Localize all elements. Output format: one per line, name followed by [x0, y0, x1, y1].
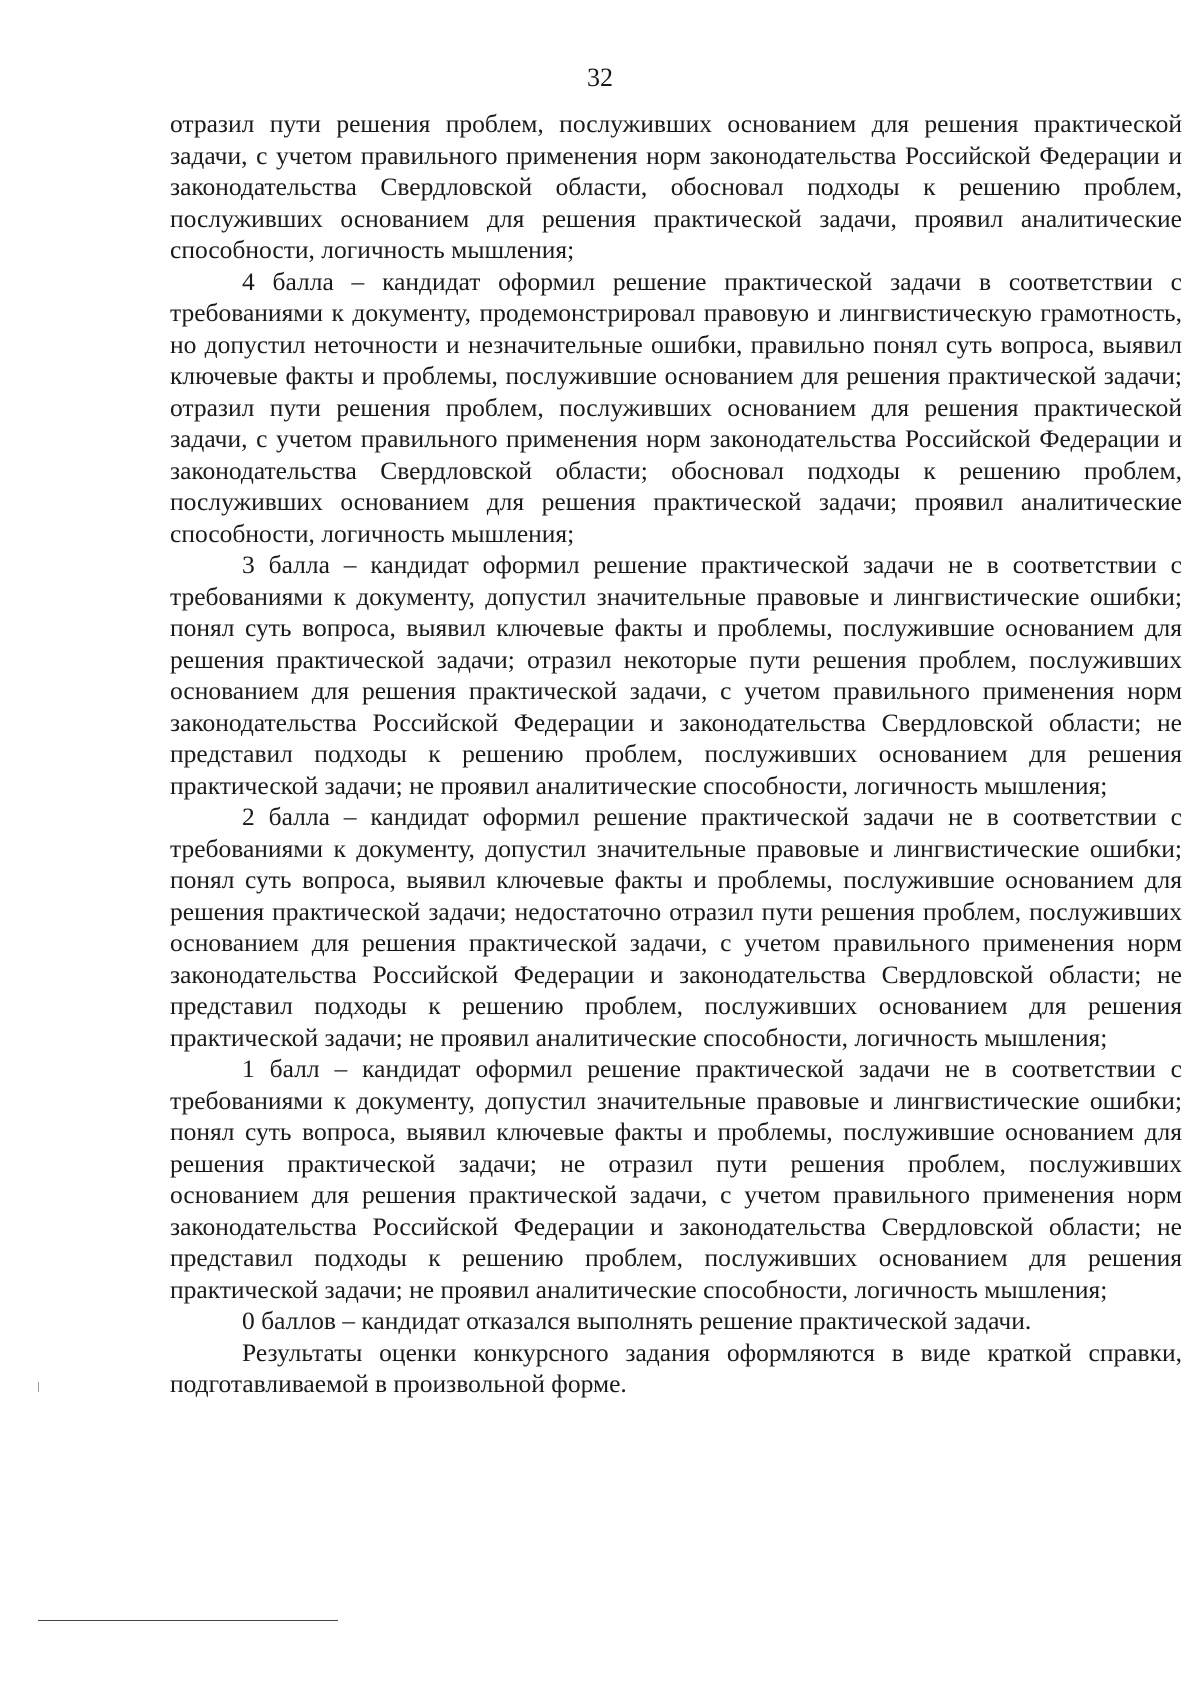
paragraph-results: Результаты оценки конкурсного задания оформляются в виде краткой справки, подготавливаемой в произвольной форме.	[170, 1337, 1182, 1398]
paragraph-score-2: 2 балла – кандидат оформил решение практической задачи не в соответствии с требованиями к документу, допустил значительные правовые и лингвистические ошибки; понял суть вопроса, выявил ключевые факты и проблемы, послужившие основанием для решения практической задачи; недостаточно отразил пути решения проблем, послуживших основанием для решения практической задачи, с учетом правильного применения норм законодательства Российской Федерации и законодательства Свердловской области; не представил подходы к решению проблем, послуживших основанием для решения практической задачи; не проявил аналитические способности, логичность мышления;	[170, 802, 1182, 1052]
page-number: 32	[587, 63, 613, 92]
paragraph-score-0: 0 баллов – кандидат отказался выполнять решение практической задачи.	[242, 1306, 1032, 1335]
document-body	[170, 108, 1182, 1400]
paragraph-score-3: 3 балла – кандидат оформил решение практической задачи не в соответствии с требованиями к документу, допустил значительные правовые и лингвистические ошибки; понял суть вопроса, выявил ключевые факты и проблемы, послужившие основанием для решения практической задачи; отразил некоторые пути решения проблем, послуживших основанием для решения практической задачи, с учетом правильного применения норм законодательства Российской Федерации и законодательства Свердловской области; не представил подходы к решению проблем, послуживших основанием для решения практической задачи; не проявил аналитические способности, логичность мышления;	[170, 550, 1182, 800]
margin-mark	[38, 1382, 39, 1392]
paragraph-score-1: 1 балл – кандидат оформил решение практической задачи не в соответствии с требованиями к документу, допустил значительные правовые и лингвистические ошибки; понял суть вопроса, выявил ключевые факты и проблемы, послужившие основанием для решения практической задачи; не отразил пути решения проблем, послуживших основанием для решения практической задачи, с учетом правильного применения норм законодательства Российской Федерации и законодательства Свердловской области; не представил подходы к решению проблем, послуживших основанием для решения практической задачи; не проявил аналитические способности, логичность мышления;	[170, 1054, 1182, 1304]
footer-rule	[38, 1620, 338, 1621]
paragraph-score-4: 4 балла – кандидат оформил решение практической задачи в соответствии с требованиями к документу, продемонстрировал правовую и лингвистическую грамотность, но допустил неточности и незначительные ошибки, правильно понял суть вопроса, выявил ключевые факты и проблемы, послужившие основанием для решения практической задачи; отразил пути решения проблем, послуживших основанием для решения практической задачи, с учетом правильного применения норм законодательства Российской Федерации и законодательства Свердловской области; обосновал подходы к решению проблем, послуживших основанием для решения практической задачи; проявил аналитические способности, логичность мышления;	[170, 266, 1182, 548]
paragraph-continuation: отразил пути решения проблем, послуживших основанием для решения практической задачи, с учетом правильного применения норм законодательства Российской Федерации и законодательства Свердловской области, обосновал подходы к решению проблем, послуживших основанием для решения практической задачи, проявил аналитические способности, логичность мышления;	[170, 109, 1182, 264]
